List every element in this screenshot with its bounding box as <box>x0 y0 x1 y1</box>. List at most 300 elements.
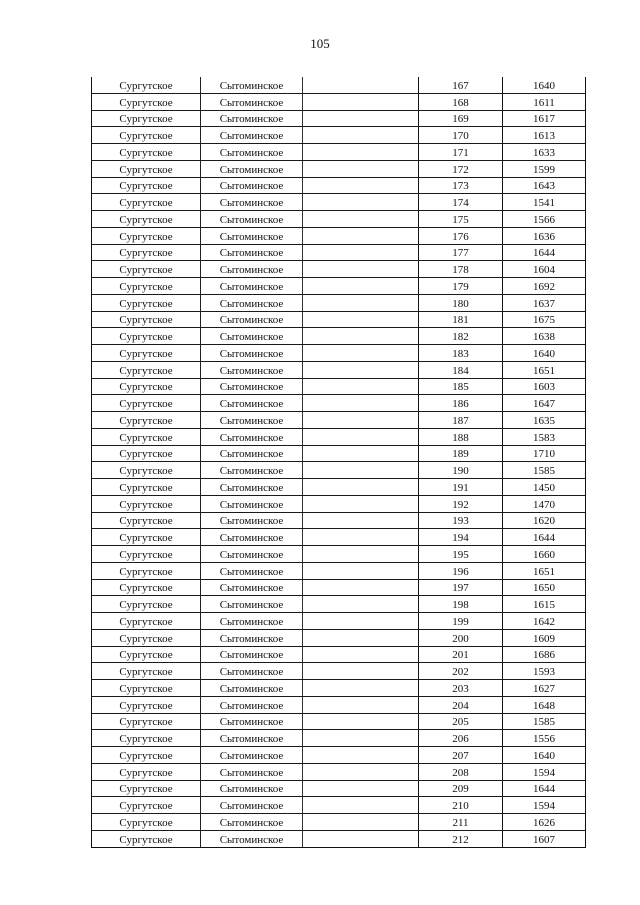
value-cell-text: 1635 <box>533 414 555 427</box>
field-cell <box>92 479 201 496</box>
number-cell <box>419 77 503 93</box>
field-cell-text: Сургутское <box>119 465 173 477</box>
value-cell <box>503 294 586 311</box>
field-cell-text: Сургутское <box>119 331 173 343</box>
value-cell-text: 1566 <box>533 213 555 226</box>
blank-cell <box>303 144 419 161</box>
blank-cell <box>303 345 419 362</box>
field-cell <box>92 462 201 479</box>
field-cell-text: Сургутское <box>119 532 173 544</box>
value-cell <box>503 512 586 529</box>
field-cell <box>92 177 201 194</box>
area-cell <box>201 412 303 429</box>
area-cell-text: Сытоминское <box>219 632 284 645</box>
area-cell-text: Сытоминское <box>219 414 284 427</box>
value-cell <box>503 378 586 395</box>
table-row <box>92 680 586 697</box>
field-cell <box>92 546 201 563</box>
number-cell <box>419 294 503 311</box>
field-cell <box>92 763 201 780</box>
blank-cell <box>303 160 419 177</box>
number-cell-text: 195 <box>452 548 469 561</box>
table-row <box>92 462 586 479</box>
area-cell-text: Сытоминское <box>219 532 284 544</box>
number-cell <box>419 428 503 445</box>
blank-cell <box>303 361 419 378</box>
field-cell-text: Сургутское <box>119 146 173 159</box>
value-cell-text: 1585 <box>533 716 555 729</box>
area-cell <box>201 361 303 378</box>
number-cell <box>419 546 503 563</box>
number-cell <box>419 596 503 613</box>
field-cell-text: Сургутское <box>119 113 173 126</box>
area-cell-text: Сытоминское <box>219 699 284 712</box>
area-cell-text: Сытоминское <box>219 716 284 729</box>
blank-cell <box>303 797 419 814</box>
number-cell <box>419 512 503 529</box>
area-cell <box>201 110 303 127</box>
number-cell <box>419 730 503 747</box>
value-cell-text: 1583 <box>533 431 555 444</box>
field-cell-text: Сургутское <box>119 398 173 410</box>
value-cell <box>503 244 586 261</box>
blank-cell <box>303 562 419 579</box>
number-cell-text: 200 <box>452 632 469 645</box>
number-cell-text: 193 <box>452 515 469 528</box>
area-cell <box>201 278 303 295</box>
table-row <box>92 763 586 780</box>
area-cell-text: Сытоминское <box>219 733 284 745</box>
number-cell <box>419 378 503 395</box>
value-cell-text: 1633 <box>533 146 555 159</box>
value-cell-text: 1648 <box>533 699 555 712</box>
value-cell-text: 1604 <box>533 264 555 276</box>
value-cell-text: 1609 <box>533 632 555 645</box>
blank-cell <box>303 546 419 563</box>
area-cell-text: Сытоминское <box>219 766 284 779</box>
table-row <box>92 278 586 295</box>
number-cell-text: 170 <box>452 130 469 142</box>
area-cell <box>201 160 303 177</box>
field-cell-text: Сургутское <box>119 733 173 745</box>
value-cell <box>503 110 586 127</box>
area-cell <box>201 495 303 512</box>
table-row <box>92 412 586 429</box>
value-cell-text: 1643 <box>533 180 555 193</box>
area-cell-text: Сытоминское <box>219 615 284 628</box>
value-cell-text: 1636 <box>533 230 555 243</box>
field-cell <box>92 445 201 462</box>
area-cell-text: Сытоминское <box>219 213 284 226</box>
field-cell <box>92 579 201 596</box>
number-cell <box>419 763 503 780</box>
value-cell-text: 1541 <box>533 197 555 209</box>
value-cell-text: 1675 <box>533 314 555 327</box>
number-cell-text: 198 <box>452 599 469 611</box>
number-cell <box>419 144 503 161</box>
field-cell <box>92 747 201 764</box>
table-row <box>92 512 586 529</box>
number-cell-text: 187 <box>452 414 469 427</box>
blank-cell <box>303 412 419 429</box>
blank-cell <box>303 814 419 831</box>
field-cell-text: Сургутское <box>119 766 173 779</box>
value-cell <box>503 194 586 211</box>
area-cell-text: Сытоминское <box>219 649 284 662</box>
area-cell <box>201 663 303 680</box>
value-cell <box>503 663 586 680</box>
area-cell <box>201 629 303 646</box>
table-row <box>92 646 586 663</box>
value-cell-text: 1620 <box>533 515 555 528</box>
number-cell-text: 192 <box>452 498 469 511</box>
area-cell <box>201 194 303 211</box>
field-cell <box>92 211 201 228</box>
value-cell-text: 1615 <box>533 599 555 611</box>
value-cell <box>503 361 586 378</box>
value-cell <box>503 328 586 345</box>
table-row <box>92 713 586 730</box>
value-cell <box>503 227 586 244</box>
field-cell-text: Сургутское <box>119 649 173 662</box>
number-cell-text: 175 <box>452 213 469 226</box>
blank-cell <box>303 378 419 395</box>
area-cell <box>201 428 303 445</box>
number-cell <box>419 395 503 412</box>
number-cell-text: 211 <box>452 816 469 829</box>
field-cell-text: Сургутское <box>119 632 173 645</box>
blank-cell <box>303 462 419 479</box>
value-cell <box>503 713 586 730</box>
number-cell <box>419 462 503 479</box>
number-cell-text: 180 <box>452 297 469 310</box>
area-cell <box>201 395 303 412</box>
field-cell-text: Сургутское <box>119 498 173 511</box>
area-cell-text: Сытоминское <box>219 197 284 209</box>
value-cell <box>503 177 586 194</box>
number-cell <box>419 562 503 579</box>
value-cell <box>503 495 586 512</box>
value-cell <box>503 160 586 177</box>
blank-cell <box>303 93 419 110</box>
area-cell-text: Сытоминское <box>219 481 284 494</box>
field-cell-text: Сургутское <box>119 582 173 595</box>
number-cell-text: 173 <box>452 180 469 193</box>
number-cell <box>419 780 503 797</box>
value-cell <box>503 93 586 110</box>
value-cell <box>503 830 586 847</box>
field-cell <box>92 160 201 177</box>
blank-cell <box>303 696 419 713</box>
field-cell <box>92 328 201 345</box>
field-cell <box>92 144 201 161</box>
field-cell-text: Сургутское <box>119 130 173 142</box>
value-cell <box>503 747 586 764</box>
field-cell-text: Сургутское <box>119 79 173 92</box>
number-cell <box>419 814 503 831</box>
number-cell <box>419 495 503 512</box>
number-cell <box>419 211 503 228</box>
field-cell <box>92 495 201 512</box>
area-cell-text: Сытоминское <box>219 565 284 578</box>
area-cell <box>201 814 303 831</box>
table-row <box>92 378 586 395</box>
number-cell <box>419 93 503 110</box>
value-cell-text: 1594 <box>533 766 555 779</box>
area-cell-text: Сытоминское <box>219 548 284 561</box>
area-cell <box>201 613 303 630</box>
number-cell <box>419 412 503 429</box>
table-row <box>92 445 586 462</box>
value-cell <box>503 261 586 278</box>
number-cell <box>419 479 503 496</box>
value-cell-text: 1450 <box>533 481 555 494</box>
table-row <box>92 211 586 228</box>
area-cell <box>201 780 303 797</box>
table-row <box>92 730 586 747</box>
field-cell-text: Сургутское <box>119 431 173 444</box>
value-cell <box>503 680 586 697</box>
area-cell <box>201 713 303 730</box>
table-row <box>92 194 586 211</box>
table-row <box>92 110 586 127</box>
table-row <box>92 562 586 579</box>
blank-cell <box>303 529 419 546</box>
area-cell-text: Сытоминское <box>219 582 284 595</box>
blank-cell <box>303 445 419 462</box>
blank-cell <box>303 177 419 194</box>
field-cell-text: Сургутское <box>119 816 173 829</box>
number-cell-text: 181 <box>452 314 469 327</box>
area-cell-text: Сытоминское <box>219 498 284 511</box>
number-cell-text: 174 <box>452 197 469 209</box>
value-cell <box>503 395 586 412</box>
number-cell <box>419 696 503 713</box>
value-cell-text: 1640 <box>533 749 555 762</box>
number-cell <box>419 127 503 144</box>
area-cell <box>201 646 303 663</box>
table-row <box>92 479 586 496</box>
area-cell <box>201 177 303 194</box>
field-cell-text: Сургутское <box>119 481 173 494</box>
area-cell-text: Сытоминское <box>219 816 284 829</box>
field-cell <box>92 395 201 412</box>
table-row <box>92 546 586 563</box>
blank-cell <box>303 110 419 127</box>
value-cell <box>503 127 586 144</box>
table-row <box>92 629 586 646</box>
blank-cell <box>303 579 419 596</box>
field-cell-text: Сургутское <box>119 314 173 327</box>
value-cell-text: 1613 <box>533 130 555 142</box>
blank-cell <box>303 244 419 261</box>
field-cell <box>92 780 201 797</box>
number-cell-text: 167 <box>452 79 469 92</box>
blank-cell <box>303 512 419 529</box>
number-cell <box>419 278 503 295</box>
table-row <box>92 160 586 177</box>
field-cell-text: Сургутское <box>119 381 173 394</box>
field-cell-text: Сургутское <box>119 800 173 812</box>
number-cell <box>419 830 503 847</box>
field-cell <box>92 529 201 546</box>
blank-cell <box>303 227 419 244</box>
value-cell <box>503 797 586 814</box>
value-cell-text: 1650 <box>533 582 555 595</box>
area-cell <box>201 244 303 261</box>
number-cell-text: 205 <box>452 716 469 729</box>
value-cell-text: 1710 <box>533 448 555 461</box>
number-cell <box>419 160 503 177</box>
number-cell-text: 209 <box>452 783 469 796</box>
field-cell <box>92 110 201 127</box>
number-cell <box>419 629 503 646</box>
field-cell-text: Сургутское <box>119 347 173 360</box>
blank-cell <box>303 311 419 328</box>
number-cell <box>419 529 503 546</box>
area-cell-text: Сытоминское <box>219 163 284 176</box>
value-cell-text: 1638 <box>533 331 555 343</box>
value-cell-text: 1594 <box>533 800 555 812</box>
value-cell-text: 1470 <box>533 498 555 511</box>
field-cell <box>92 194 201 211</box>
area-cell-text: Сытоминское <box>219 230 284 243</box>
area-cell-text: Сытоминское <box>219 465 284 477</box>
number-cell-text: 171 <box>452 146 469 159</box>
number-cell <box>419 680 503 697</box>
field-cell-text: Сургутское <box>119 682 173 695</box>
value-cell-text: 1660 <box>533 548 555 561</box>
area-cell <box>201 512 303 529</box>
value-cell <box>503 546 586 563</box>
number-cell-text: 194 <box>452 532 469 544</box>
value-cell-text: 1617 <box>533 113 555 126</box>
field-cell-text: Сургутское <box>119 666 173 678</box>
value-cell <box>503 646 586 663</box>
field-cell <box>92 696 201 713</box>
field-cell <box>92 345 201 362</box>
field-cell-text: Сургутское <box>119 180 173 193</box>
table-row <box>92 428 586 445</box>
area-cell-text: Сытоминское <box>219 280 284 293</box>
value-cell <box>503 462 586 479</box>
number-cell-text: 202 <box>452 666 469 678</box>
value-cell-text: 1644 <box>533 247 555 260</box>
area-cell-text: Сытоминское <box>219 800 284 812</box>
area-cell-text: Сытоминское <box>219 431 284 444</box>
area-cell-text: Сытоминское <box>219 381 284 394</box>
area-cell-text: Сытоминское <box>219 247 284 260</box>
number-cell-text: 186 <box>452 398 469 410</box>
table-row <box>92 747 586 764</box>
area-cell-text: Сытоминское <box>219 666 284 678</box>
area-cell <box>201 830 303 847</box>
area-cell <box>201 730 303 747</box>
table-row <box>92 579 586 596</box>
field-cell <box>92 629 201 646</box>
table-body <box>92 77 586 847</box>
value-cell <box>503 730 586 747</box>
number-cell <box>419 328 503 345</box>
blank-cell <box>303 763 419 780</box>
area-cell <box>201 261 303 278</box>
table-row <box>92 663 586 680</box>
field-cell <box>92 93 201 110</box>
blank-cell <box>303 646 419 663</box>
number-cell-text: 212 <box>452 833 469 846</box>
value-cell <box>503 278 586 295</box>
value-cell-text: 1640 <box>533 79 555 92</box>
value-cell <box>503 780 586 797</box>
area-cell <box>201 596 303 613</box>
field-cell <box>92 311 201 328</box>
field-cell-text: Сургутское <box>119 414 173 427</box>
number-cell-text: 172 <box>452 163 469 176</box>
table-row <box>92 361 586 378</box>
value-cell <box>503 696 586 713</box>
blank-cell <box>303 613 419 630</box>
blank-cell <box>303 830 419 847</box>
area-cell-text: Сытоминское <box>219 448 284 461</box>
number-cell <box>419 646 503 663</box>
number-cell <box>419 713 503 730</box>
table-row <box>92 177 586 194</box>
value-cell <box>503 596 586 613</box>
value-cell <box>503 77 586 93</box>
value-cell-text: 1603 <box>533 381 555 394</box>
area-cell-text: Сытоминское <box>219 398 284 410</box>
field-cell <box>92 613 201 630</box>
number-cell <box>419 663 503 680</box>
area-cell-text: Сытоминское <box>219 146 284 159</box>
table-row <box>92 495 586 512</box>
number-cell-text: 203 <box>452 682 469 695</box>
value-cell <box>503 562 586 579</box>
number-cell <box>419 194 503 211</box>
field-cell <box>92 261 201 278</box>
number-cell-text: 188 <box>452 431 469 444</box>
field-cell <box>92 378 201 395</box>
number-cell <box>419 345 503 362</box>
value-cell-text: 1599 <box>533 163 555 176</box>
field-cell-text: Сургутское <box>119 364 173 377</box>
number-cell-text: 184 <box>452 364 469 377</box>
blank-cell <box>303 713 419 730</box>
area-cell-text: Сытоминское <box>219 79 284 92</box>
number-cell <box>419 311 503 328</box>
table-row <box>92 395 586 412</box>
table-row <box>92 613 586 630</box>
value-cell-text: 1651 <box>533 364 555 377</box>
value-cell <box>503 445 586 462</box>
value-cell-text: 1686 <box>533 649 555 662</box>
blank-cell <box>303 680 419 697</box>
number-cell-text: 208 <box>452 766 469 779</box>
field-cell <box>92 663 201 680</box>
field-cell <box>92 680 201 697</box>
number-cell-text: 177 <box>452 247 469 260</box>
number-cell-text: 185 <box>452 381 469 394</box>
value-cell <box>503 613 586 630</box>
value-cell <box>503 428 586 445</box>
area-cell <box>201 462 303 479</box>
number-cell-text: 168 <box>452 96 469 109</box>
field-cell <box>92 294 201 311</box>
field-cell-text: Сургутское <box>119 699 173 712</box>
area-cell <box>201 696 303 713</box>
blank-cell <box>303 294 419 311</box>
number-cell-text: 183 <box>452 347 469 360</box>
